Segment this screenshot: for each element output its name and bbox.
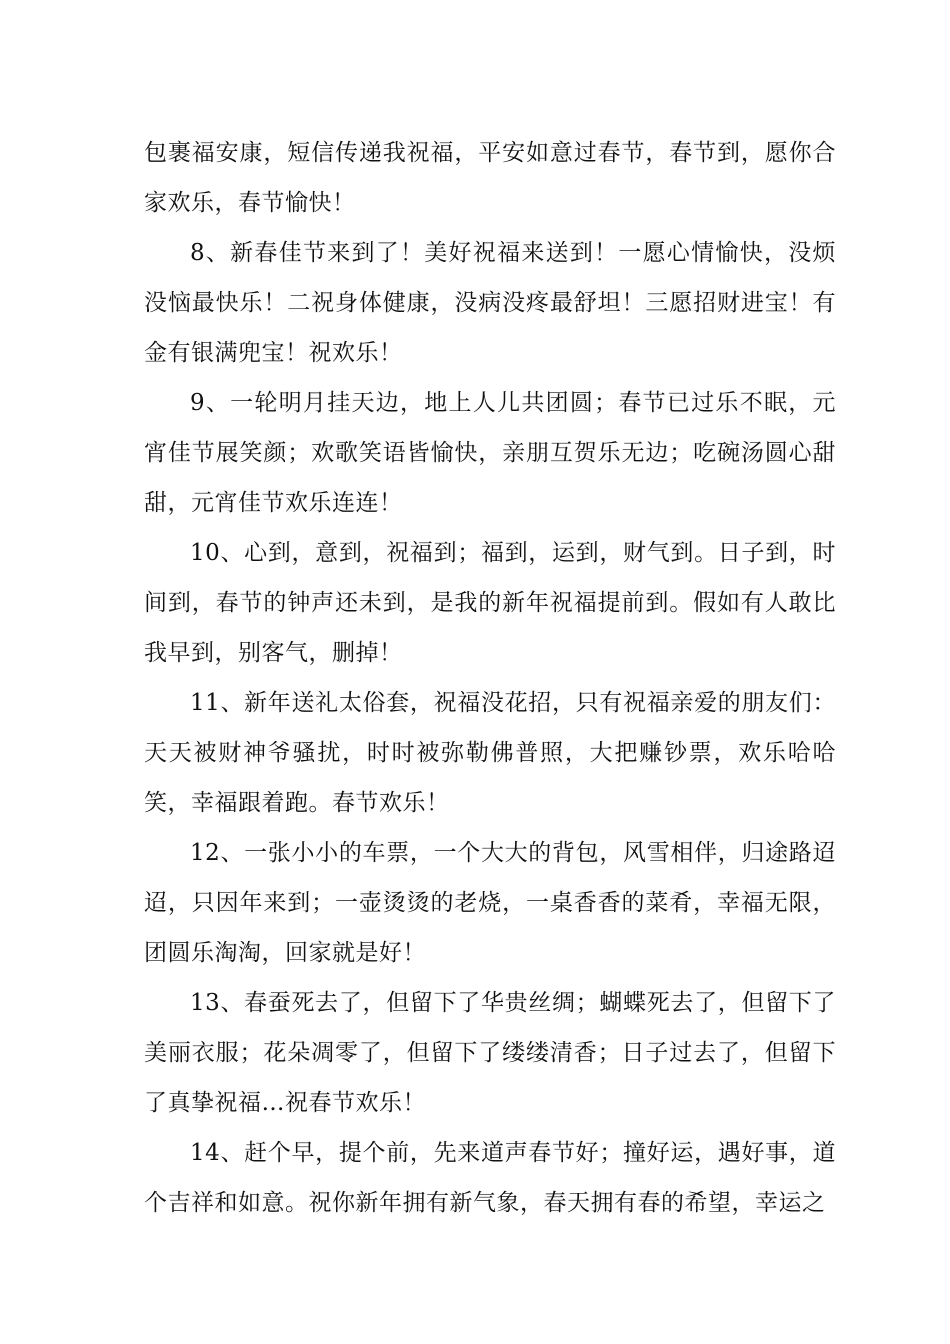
paragraph: 11、新年送礼太俗套，祝福没花招，只有祝福亲爱的朋友们：天天被财神爷骚扰，时时被弥勒佛普照，大把赚钞票，欢乐哈哈笑，幸福跟着跑。春节欢乐！ <box>144 690 836 816</box>
paragraph: 9、一轮明月挂天边，地上人儿共团圆；春节已过乐不眠，元宵佳节展笑颜；欢歌笑语皆愉快，亲朋互贺乐无边；吃碗汤圆心甜甜，元宵佳节欢乐连连！ <box>144 390 836 516</box>
paragraph: 包裹福安康，短信传递我祝福，平安如意过春节，春节到，愿你合家欢乐，春节愉快！ <box>144 140 836 216</box>
paragraph: 8、新春佳节来到了！美好祝福来送到！一愿心情愉快，没烦没恼最快乐！二祝身体健康，没病没疼最舒坦！三愿招财进宝！有金有银满兜宝！祝欢乐！ <box>144 240 836 366</box>
document-body <box>144 128 836 1228</box>
paragraph: 13、春蚕死去了，但留下了华贵丝绸；蝴蝶死去了，但留下了美丽衣服；花朵凋零了，但留下了缕缕清香；日子过去了，但留下了真挚祝福…祝春节欢乐！ <box>144 990 836 1116</box>
paragraph: 10、心到，意到，祝福到；福到，运到，财气到。日子到，时间到，春节的钟声还未到，是我的新年祝福提前到。假如有人敢比我早到，别客气，删掉！ <box>144 540 836 666</box>
paragraph: 12、一张小小的车票，一个大大的背包，风雪相伴，归途路迢迢，只因年来到；一壶烫烫的老烧，一桌香香的菜肴，幸福无限，团圆乐淘淘，回家就是好！ <box>144 840 836 966</box>
paragraph: 14、赶个早，提个前，先来道声春节好；撞好运，遇好事，道个吉祥和如意。祝你新年拥有新气象，春天拥有春的希望，幸运之 <box>144 1140 836 1216</box>
